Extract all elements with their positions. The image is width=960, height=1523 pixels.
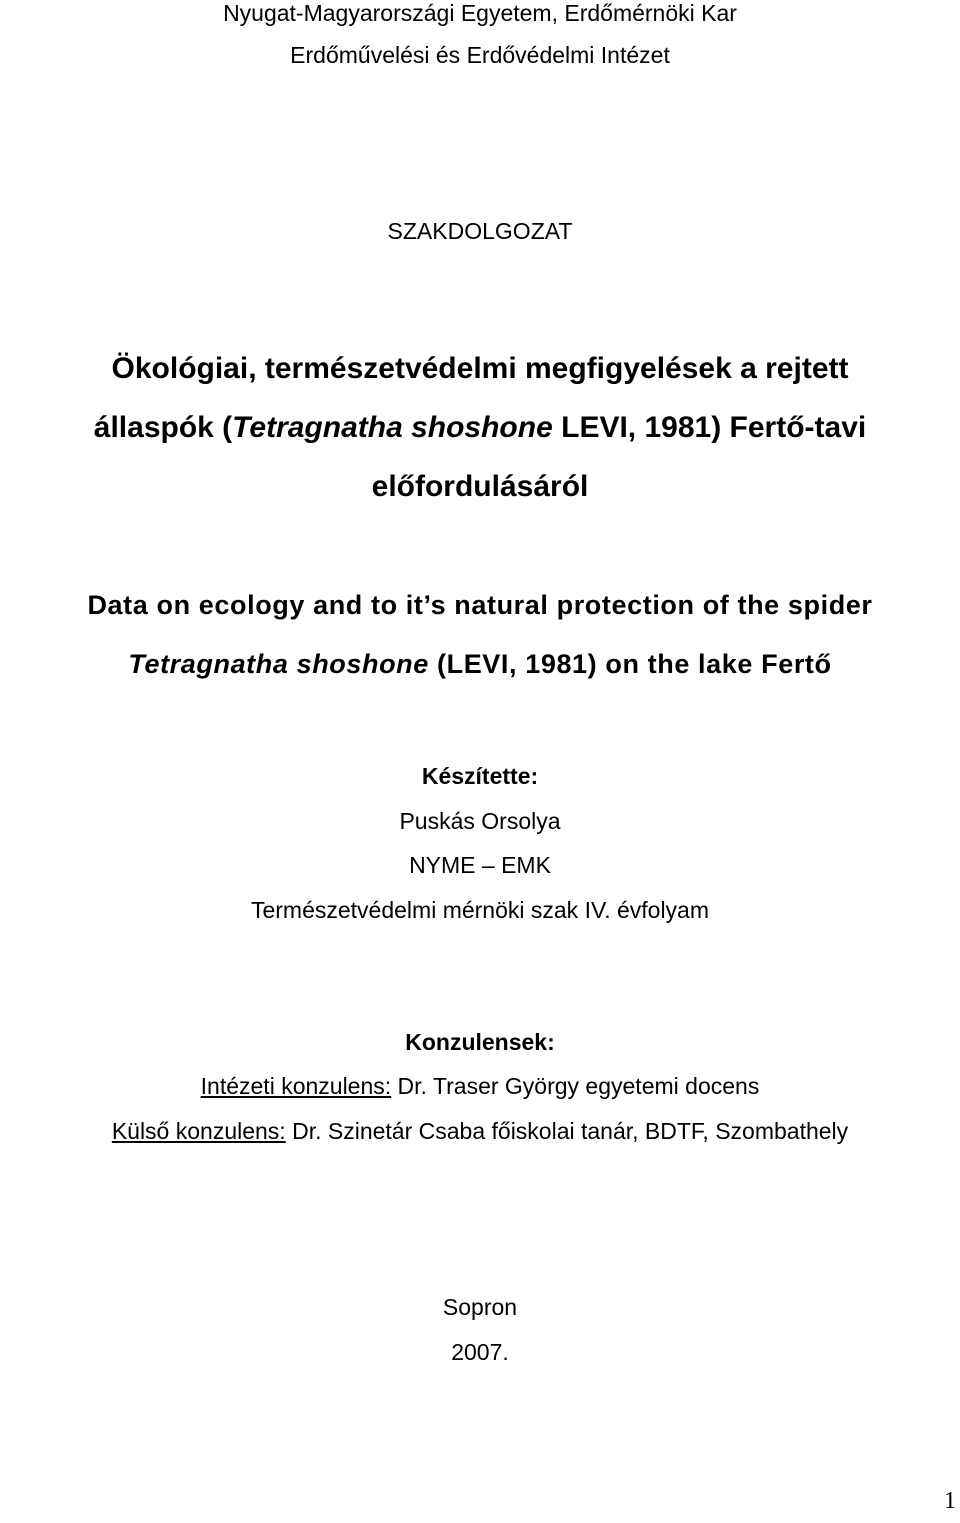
consultants-label: Konzulensek: <box>405 1029 555 1055</box>
institute-name: Erdőművelési és Erdővédelmi Intézet <box>290 42 670 68</box>
title-hu-line-2-post: LEVI, 1981) Fertő-tavi <box>552 411 867 444</box>
external-consultant-label: Külső konzulens: <box>111 1118 286 1144</box>
title-en-line-2-post: (LEVI, 1981) on the lake Fertő <box>428 649 832 679</box>
species-name-en: Tetragnatha shoshone <box>128 649 429 679</box>
internal-consultant-label: Intézeti konzulens: <box>200 1073 392 1099</box>
year: 2007. <box>451 1339 509 1365</box>
title-en-line-1: Data on ecology and to it’s natural protection of the spider <box>87 590 873 620</box>
university-name: Nyugat-Magyarországi Egyetem, Erdőmérnöki Kar <box>223 0 737 26</box>
author-program: Természetvédelmi mérnöki szak IV. évfolyam <box>250 897 710 923</box>
internal-consultant <box>0 1073 960 1100</box>
external-consultant-name: Dr. Szinetár Csaba főiskolai tanár, BDTF, Szombathely <box>285 1118 849 1144</box>
place: Sopron <box>442 1294 518 1320</box>
page-number: 1 <box>944 1488 956 1514</box>
document-type: SZAKDOLGOZAT <box>387 218 573 244</box>
author-label: Készítette: <box>421 763 539 789</box>
author-name: Puskás Orsolya <box>399 808 561 834</box>
internal-consultant-name: Dr. Traser György egyetemi docens <box>391 1073 760 1099</box>
species-name-hu: Tetragnatha shoshone <box>232 411 553 444</box>
title-hu-line-2 <box>0 411 960 445</box>
title-hu-line-3: előfordulásáról <box>371 470 589 503</box>
title-en-line-2 <box>0 649 960 680</box>
author-institution: NYME – EMK <box>409 852 551 878</box>
title-hu-line-2-pre: állaspók ( <box>93 411 233 444</box>
external-consultant <box>0 1118 960 1145</box>
title-hu-line-1: Ökológiai, természetvédelmi megfigyelések a rejtett <box>111 352 849 385</box>
